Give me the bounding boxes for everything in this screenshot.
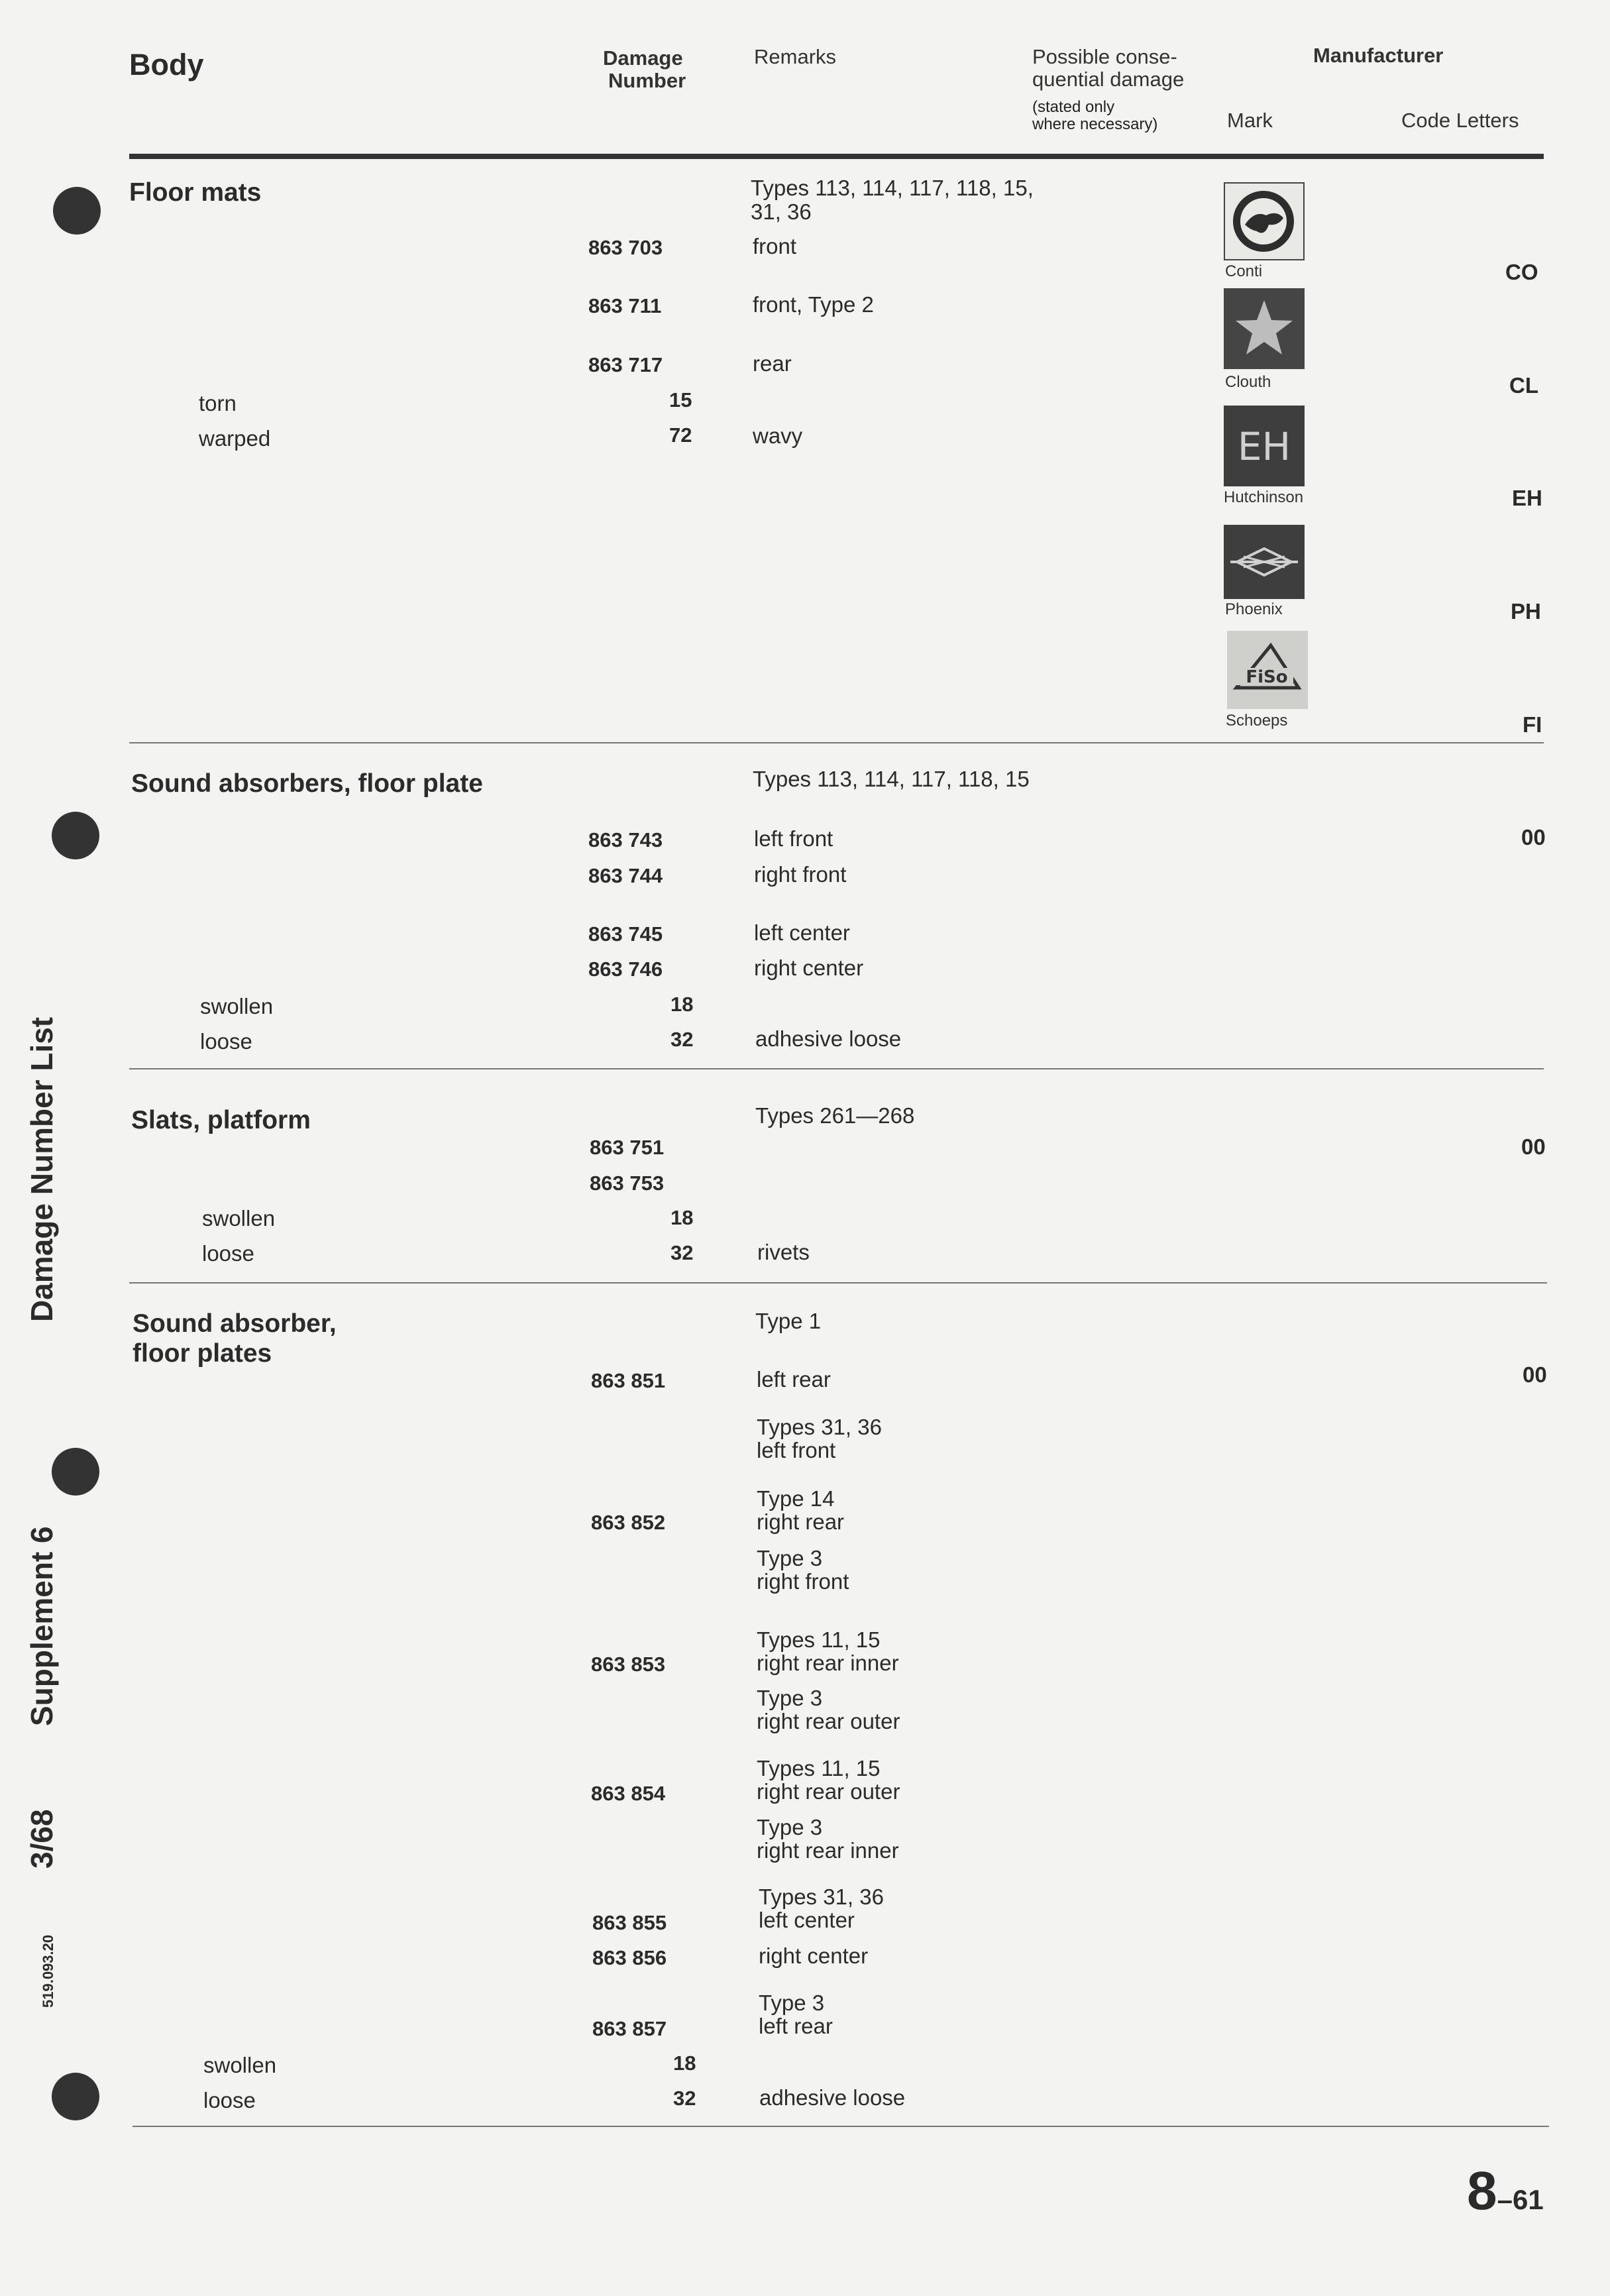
conti-caption: Conti — [1225, 262, 1263, 280]
damage-label: loose — [200, 1029, 252, 1054]
section-types: Types 113, 114, 117, 118, 15 — [753, 767, 1030, 791]
consequential-note-1: (stated only — [1032, 98, 1115, 116]
damage-label: torn — [199, 391, 237, 415]
code-fi: FI — [1523, 712, 1542, 737]
consequential-header-2: quential damage — [1032, 68, 1185, 91]
damage-label: swollen — [202, 1206, 276, 1230]
damage-remark: wavy — [753, 423, 803, 448]
section-types: Types 113, 114, 117, 118, 15, — [751, 176, 1034, 200]
part-remark: left front — [754, 826, 833, 851]
part-remark: right center — [759, 1943, 869, 1968]
damage-number-header-1: Damage — [603, 46, 683, 70]
code-letters-header: Code Letters — [1401, 109, 1519, 132]
code-ph: PH — [1511, 599, 1541, 624]
remarks-header: Remarks — [754, 45, 837, 68]
part-number: 863 854 — [591, 1782, 666, 1805]
schoeps-letters: FiSo — [1246, 667, 1288, 687]
consequential-header-1: Possible conse- — [1032, 45, 1177, 68]
page-number-major: 8 — [1467, 2161, 1497, 2221]
part-remark: right rear — [757, 1509, 845, 1534]
damage-number: 32 — [673, 2087, 696, 2110]
part-number: 863 746 — [588, 957, 663, 981]
schoeps-caption: Schoeps — [1226, 712, 1288, 730]
part-number: 863 717 — [588, 353, 663, 376]
damage-number: 18 — [673, 2051, 696, 2075]
hutchinson-eh-icon — [1224, 406, 1305, 486]
sidebar-doc-number: 519.093.20 — [40, 1934, 56, 2008]
damage-label: swollen — [200, 994, 274, 1018]
part-remark: right front — [757, 1569, 849, 1594]
part-remark: left front — [757, 1438, 836, 1462]
part-remark: Type 3 — [759, 1991, 825, 2015]
code-00: 00 — [1521, 1134, 1546, 1159]
section-title-slats-platform: Slats, platform — [131, 1106, 311, 1134]
damage-label: loose — [203, 2088, 256, 2112]
part-number: 863 745 — [588, 922, 663, 946]
section-title-sound-absorbers: Sound absorbers, floor plate — [131, 769, 483, 798]
part-number: 863 743 — [588, 828, 663, 851]
part-remark: Type 14 — [757, 1486, 835, 1511]
damage-number: 18 — [671, 993, 694, 1016]
section-types: Type 1 — [755, 1309, 822, 1333]
damage-number-header-2: Number — [608, 69, 686, 92]
part-remark: left rear — [759, 2014, 833, 2038]
sidebar-supplement: Supplement 6 — [25, 1526, 59, 1726]
damage-number: 15 — [669, 388, 692, 411]
punch-hole — [52, 2073, 99, 2120]
mark-header: Mark — [1227, 109, 1273, 132]
section-divider — [133, 2126, 1549, 2127]
part-remark: Types 31, 36 — [759, 1885, 884, 1909]
section-types: 31, 36 — [751, 199, 812, 224]
part-remark: Type 3 — [757, 1546, 823, 1570]
hutchinson-caption: Hutchinson — [1224, 488, 1304, 506]
code-cl: CL — [1509, 373, 1538, 398]
punch-hole — [52, 812, 99, 859]
part-remark: right rear inner — [757, 1838, 899, 1863]
damage-remark: adhesive loose — [755, 1026, 902, 1051]
part-number: 863 857 — [592, 2017, 667, 2040]
part-number: 863 753 — [590, 1172, 665, 1195]
damage-label: loose — [202, 1241, 254, 1266]
code-00: 00 — [1523, 1362, 1547, 1387]
damage-number: 72 — [669, 423, 692, 447]
part-number: 863 744 — [588, 864, 663, 887]
part-remark: Types 31, 36 — [757, 1415, 882, 1439]
section-divider — [129, 1068, 1544, 1069]
section-title-sound-absorber-plates: floor plates — [133, 1339, 272, 1368]
section-title-sound-absorber-plates: Sound absorber, — [133, 1309, 337, 1338]
schoeps-logo-icon — [1227, 631, 1308, 709]
part-remark: left rear — [757, 1367, 831, 1392]
part-remark: right rear outer — [757, 1709, 900, 1733]
damage-remark: adhesive loose — [759, 2085, 906, 2110]
sidebar-list-title: Damage Number List — [25, 1016, 59, 1322]
part-remark: Type 3 — [757, 1686, 823, 1710]
code-co: CO — [1505, 260, 1538, 284]
part-number: 863 851 — [591, 1369, 666, 1392]
manufacturer-header: Manufacturer — [1313, 44, 1444, 67]
section-divider — [129, 742, 1544, 743]
code-eh: EH — [1512, 486, 1542, 510]
damage-label: warped — [199, 426, 271, 451]
damage-number: 18 — [671, 1206, 694, 1229]
part-number: 863 855 — [592, 1911, 667, 1934]
part-remark: left center — [759, 1908, 855, 1932]
section-divider — [129, 1282, 1547, 1284]
part-remark: right center — [754, 956, 864, 980]
damage-number: 32 — [671, 1028, 694, 1051]
code-00: 00 — [1521, 825, 1546, 849]
sidebar-date: 3/68 — [25, 1809, 59, 1869]
part-remark: Types 11, 15 — [757, 1627, 881, 1652]
part-number: 863 853 — [591, 1653, 666, 1676]
page-title: Body — [129, 48, 204, 82]
part-number: 863 703 — [588, 236, 663, 259]
hutchinson-letters: EH — [1237, 424, 1291, 469]
part-number: 863 856 — [592, 1946, 667, 1969]
part-remark: right rear outer — [757, 1779, 900, 1804]
clouth-caption: Clouth — [1225, 373, 1271, 391]
part-number: 863 852 — [591, 1511, 666, 1534]
damage-number: 32 — [671, 1241, 694, 1264]
section-types: Types 261—268 — [755, 1103, 915, 1128]
damage-label: swollen — [203, 2053, 277, 2077]
part-remark: right rear inner — [757, 1651, 899, 1675]
punch-hole — [53, 187, 101, 235]
part-remark: Types 11, 15 — [757, 1756, 881, 1780]
conti-logo-icon — [1224, 182, 1305, 260]
part-remark: rear — [753, 351, 792, 376]
phoenix-logo-icon — [1224, 525, 1305, 599]
part-remark: front — [753, 234, 797, 258]
page-number-minor: –61 — [1497, 2184, 1544, 2215]
phoenix-caption: Phoenix — [1225, 600, 1283, 618]
header-rule — [129, 154, 1544, 159]
page-number — [1467, 2160, 1544, 2222]
part-number: 863 711 — [588, 294, 662, 317]
section-title-floor-mats: Floor mats — [129, 178, 262, 207]
punch-hole — [52, 1448, 99, 1496]
consequential-note-2: where necessary) — [1032, 115, 1158, 133]
part-remark: front, Type 2 — [753, 292, 874, 317]
clouth-star-icon — [1224, 288, 1305, 369]
part-remark: Type 3 — [757, 1815, 823, 1839]
part-remark: right front — [754, 862, 847, 887]
part-remark: left center — [754, 920, 850, 945]
part-number: 863 751 — [590, 1136, 665, 1159]
damage-remark: rivets — [757, 1240, 810, 1264]
